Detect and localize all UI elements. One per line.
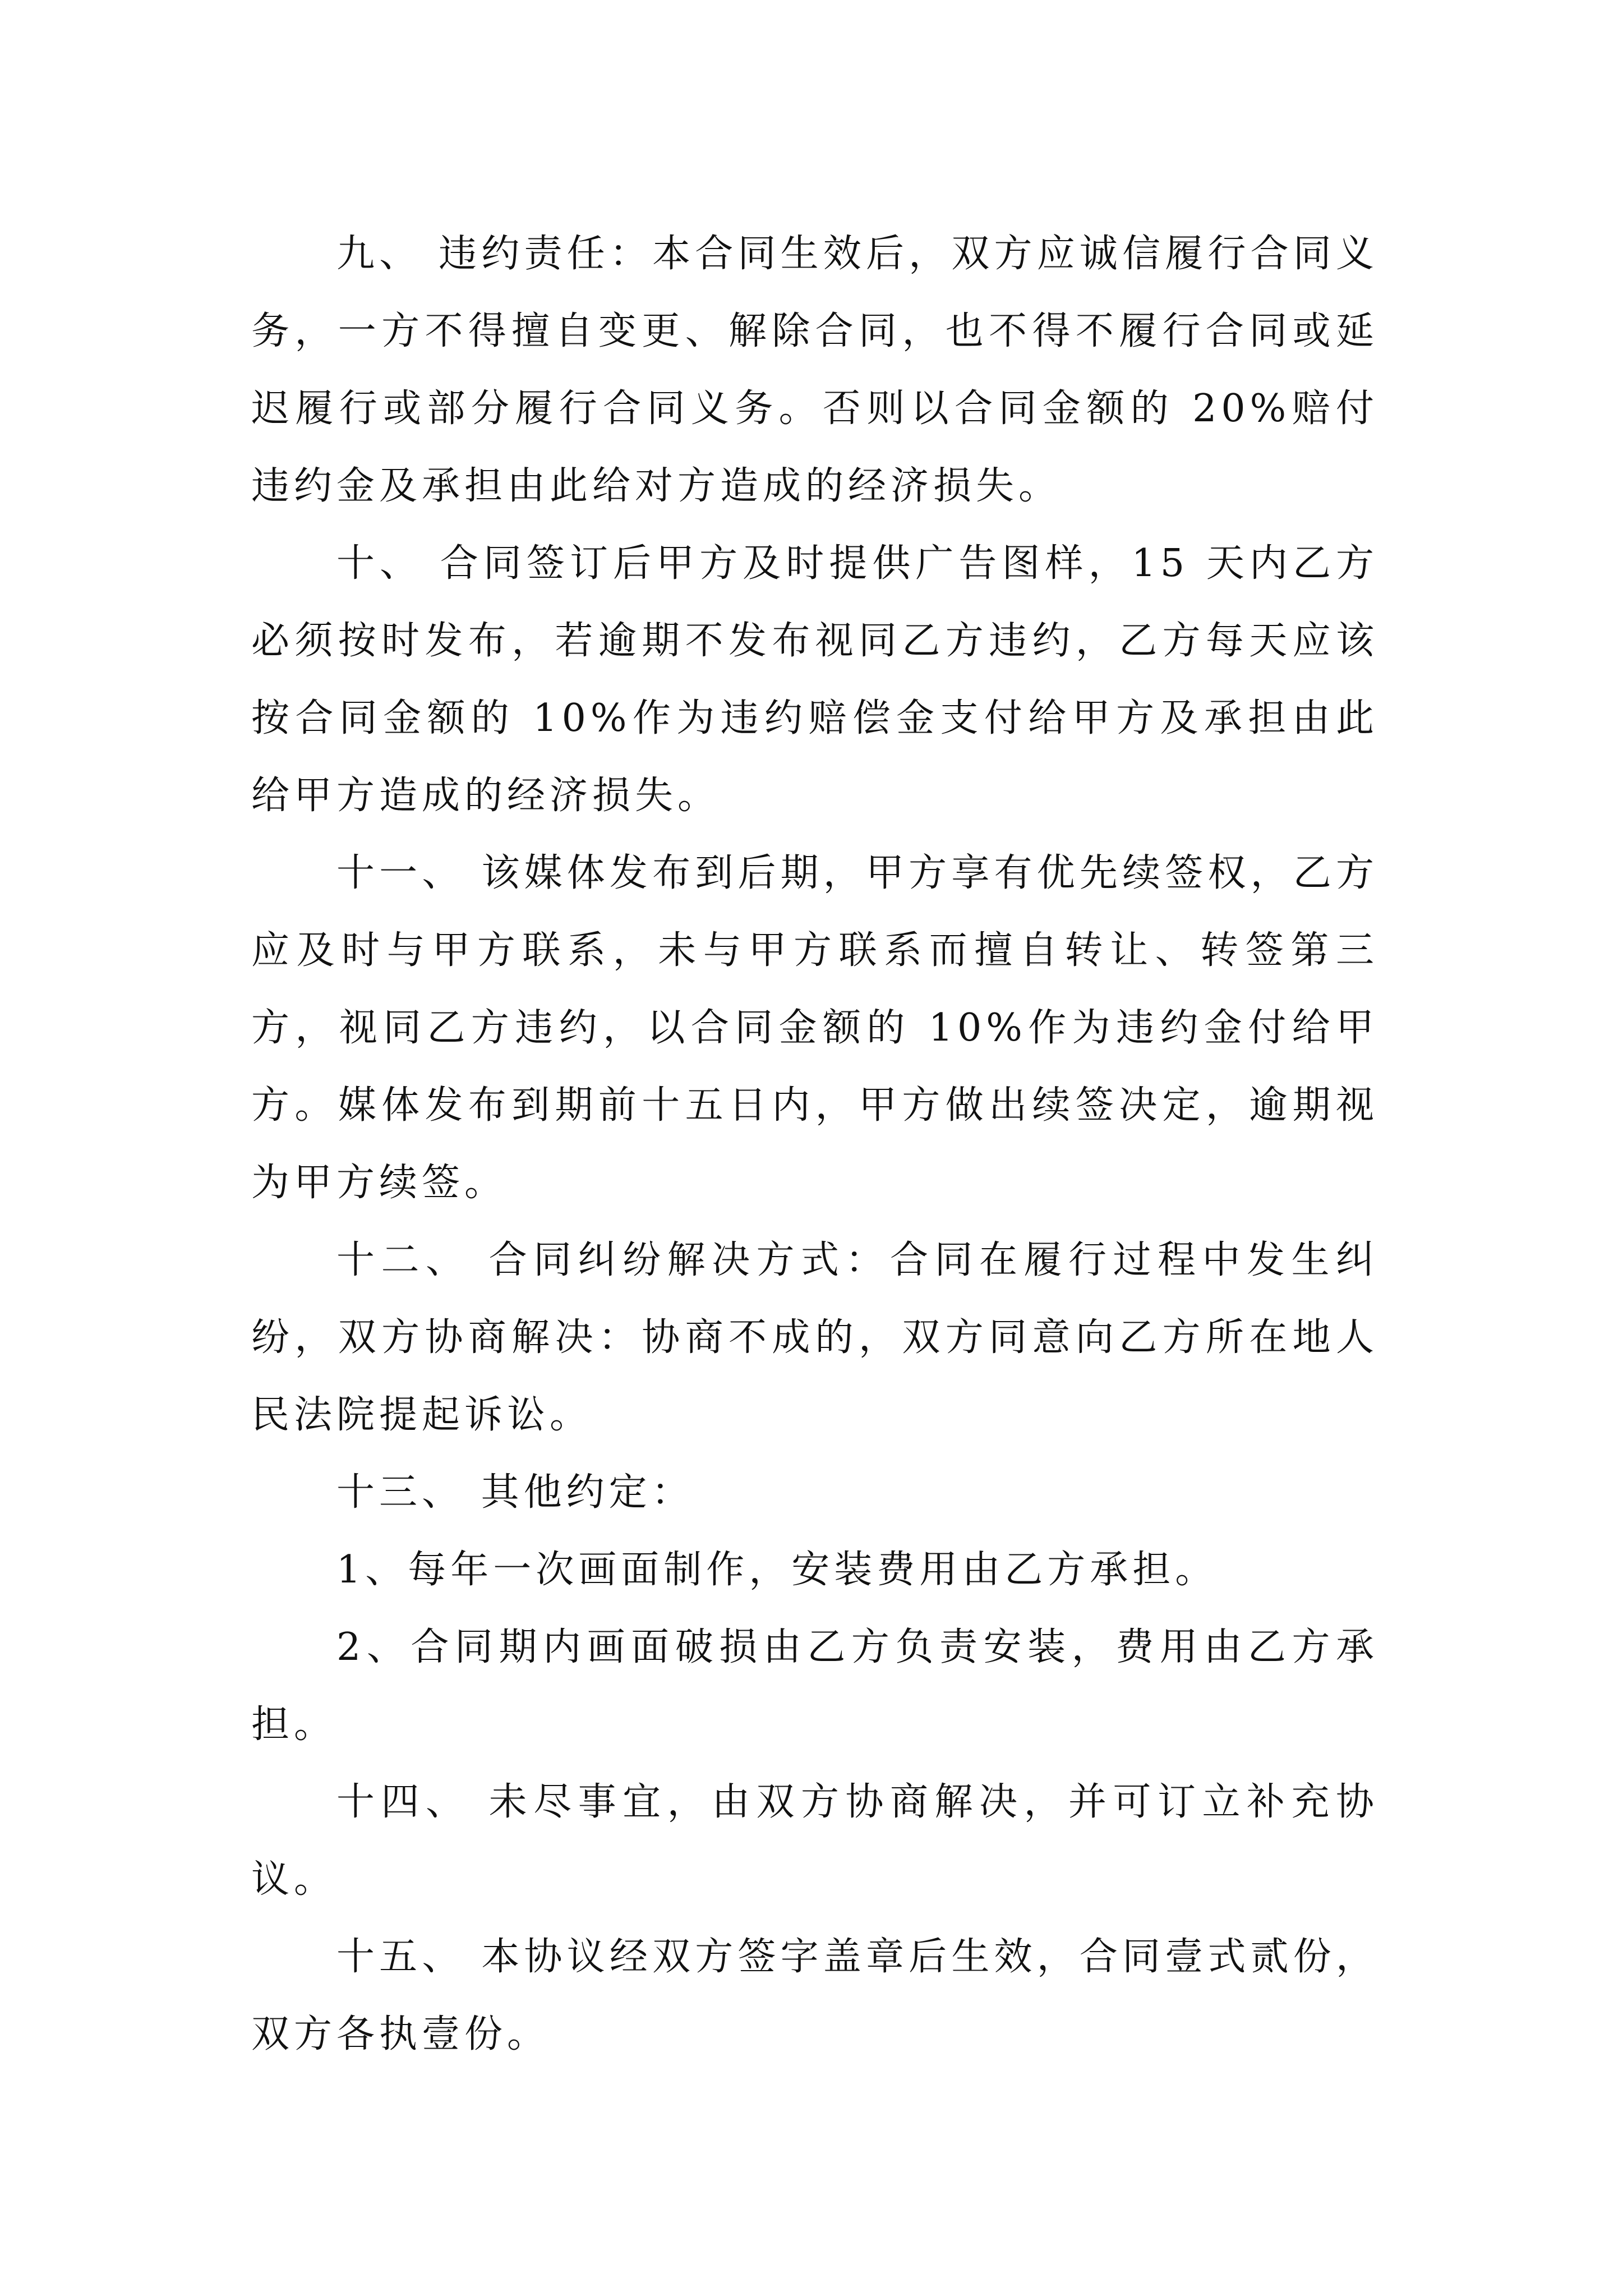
- clause-15-effectiveness: 十五、 本协议经双方签字盖章后生效，合同壹式贰份，双方各执壹份。: [251, 1935, 1378, 2056]
- clause-9-breach-liability: 九、 违约责任：本合同生效后，双方应诚信履行合同义务，一方不得擅自变更、解除合同，也不得不履行合同或延迟履行或部分履行合同义务。否则以合同金额的 20%赔付违约金及承担由此给对方造成的经济损失。: [251, 232, 1378, 508]
- clause-12-dispute-resolution: 十二、 合同纠纷解决方式：合同在履行过程中发生纠纷，双方协商解决：协商不成的，双方同意向乙方所在地人民法院提起诉讼。: [251, 1238, 1378, 1437]
- clause-13-item-1: 1、每年一次画面制作，安装费用由乙方承担。: [336, 1548, 1218, 1592]
- clause-11-renewal-priority: 十一、 该媒体发布到后期，甲方享有优先续签权，乙方应及时与甲方联系，未与甲方联系而擅自转让、转签第三方，视同乙方违约，以合同金额的 10%作为违约金付给甲方。媒体发布到期前十五日内，甲方做出续签决定，逾期视为甲方续签。: [251, 851, 1378, 1205]
- clause-10-ad-design-delivery: 十、 合同签订后甲方及时提供广告图样，15 天内乙方必须按时发布，若逾期不发布视同乙方违约，乙方每天应该按合同金额的 10%作为违约赔偿金支付给甲方及承担由此给甲方造成的经济损失。: [251, 541, 1378, 818]
- clause-13-item-2: 2、合同期内画面破损由乙方负责安装，费用由乙方承担。: [251, 1625, 1378, 1747]
- clause-14-unresolved-matters: 十四、 未尽事宜，由双方协商解决，并可订立补充协议。: [251, 1780, 1378, 1902]
- contract-body: [251, 215, 1378, 2073]
- clause-13-other-agreements: 十三、 其他约定：: [336, 1470, 694, 1515]
